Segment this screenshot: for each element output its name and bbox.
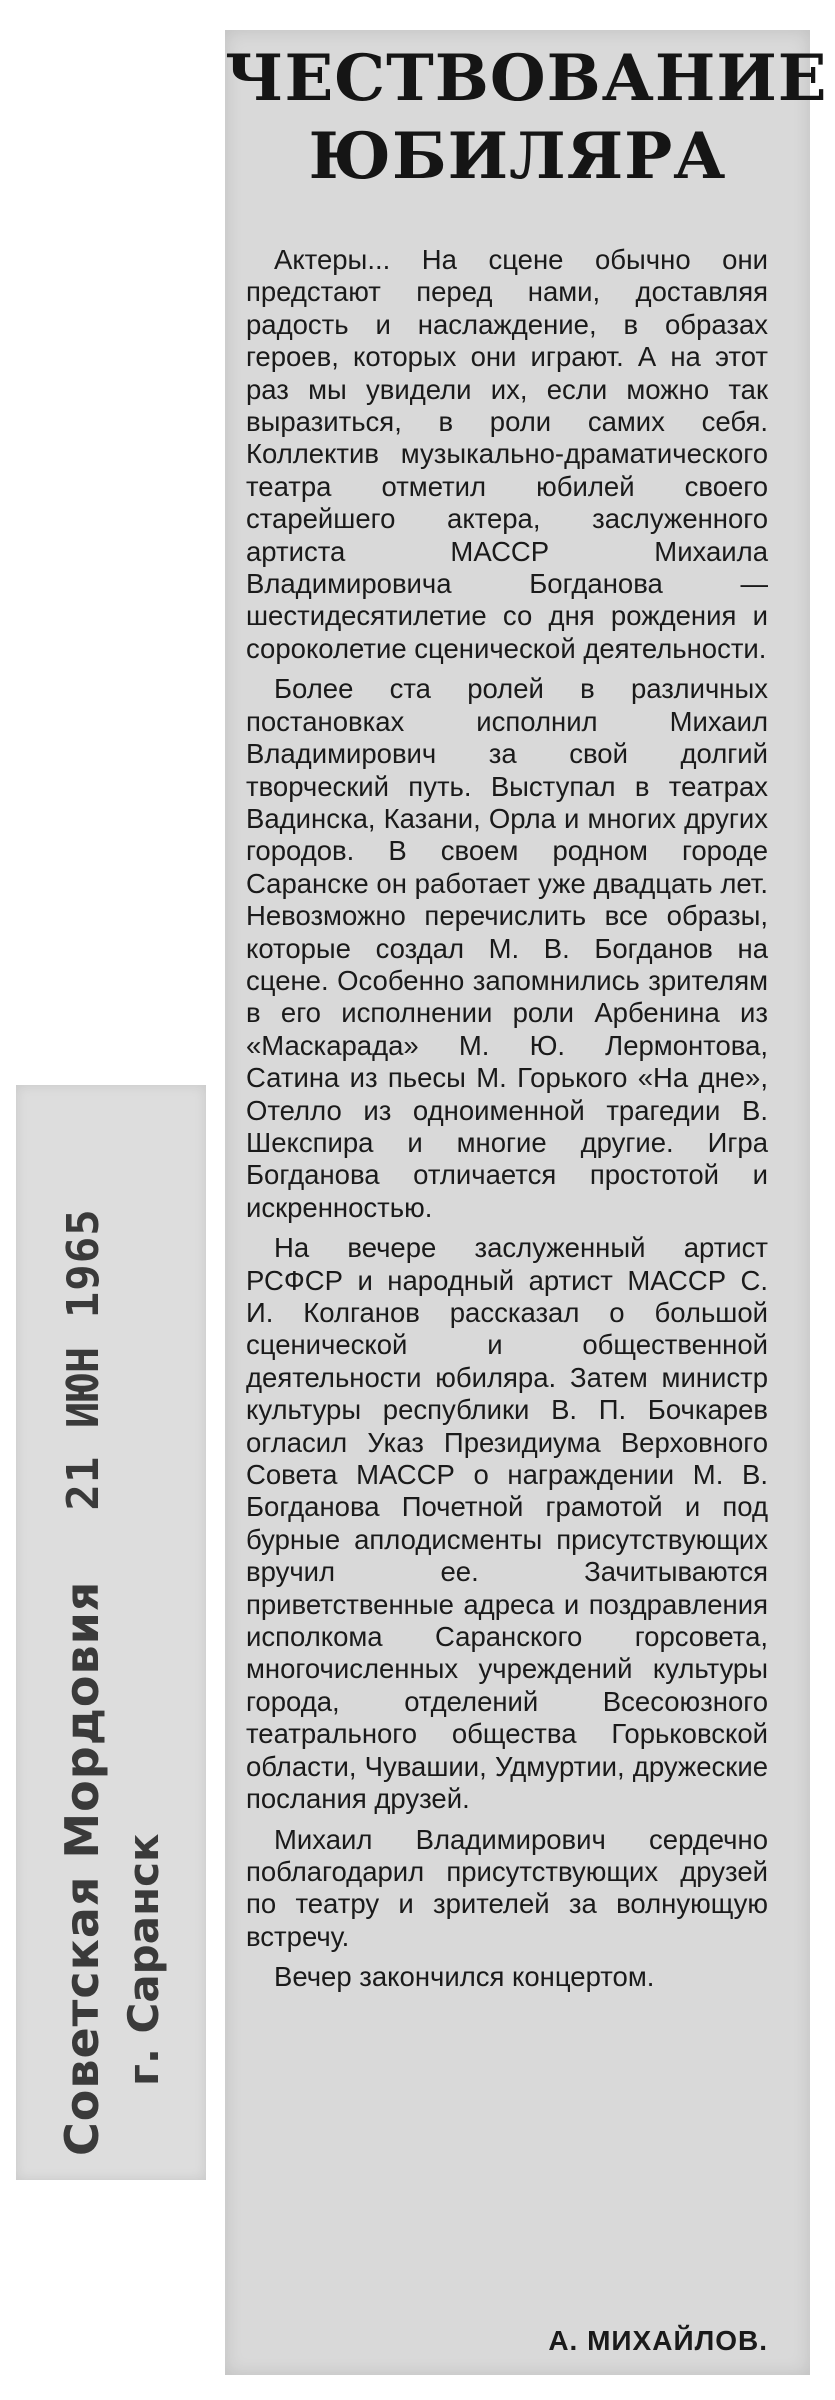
headline-line-1: ЧЕСТВОВАНИЕ: [225, 41, 828, 116]
article-headline: [225, 40, 828, 196]
stamp-date: 21 ИЮН 1965: [57, 1208, 109, 1511]
article-paragraph-3: На вечере заслуженный артист РСФСР и народный артист МАССР С. И. Колганов рассказал о большой сценической и общественной деятельности юбиляра. Затем министр культуры республики В. П. Бочкарев огласил Указ Президиума Верховного Совета МАССР о награждении М. В. Богданова Почетной грамотой и под бурные аплодисменты присутствующих вручил ее. Зачитываются приветственные адреса и поздравления исполкома Саранского горсовета, многочисленных учреждений культуры города, отделений Всесоюзного театрального общества Горьковской области, Чувашии, Удмуртии, дружеские послания друзей.: [246, 1232, 768, 1815]
article-paragraph-1: Актеры... На сцене обычно они предстают перед нами, доставляя радость и наслаждение, в образах героев, которых они играют. А на этот раз мы увидели их, если можно так выразиться, в роли самих себя. Коллектив музыкально-драматического театра отметил юбилей своего старейшего актера, заслуженного артиста МАССР Михаила Владимировича Богданова — шестидесятилетие со дня рождения и сороколетие сценической деятельности.: [246, 244, 768, 664]
article-paragraph-4: Михаил Владимирович сердечно поблагодарил присутствующих друзей по театру и зрителей за волнующую встречу.: [246, 1823, 768, 1952]
stamp-line-1: [55, 1085, 109, 2156]
stamp-text-block: [16, 1085, 206, 2180]
article-signature: А. МИХАЙЛОВ.: [548, 2325, 768, 2356]
newspaper-stamp: [16, 1085, 206, 2180]
stamp-city: г. Саранск: [118, 1833, 168, 2086]
article-paragraph-5: Вечер закончился концертом.: [274, 1961, 655, 1993]
stamp-newspaper-name: Советская Мордовия: [54, 1580, 109, 2156]
article-paragraph-2: Более ста ролей в различных постановках исполнил Михаил Владимирович за свой долгий творческий путь. Выступал в театрах Вадинска, Казани, Орла и многих других городов. В своем родном городе Саранске он работает уже двадцать лет. Невозможно перечислить все образы, которые создал М. В. Богданов на сцене. Особенно запомнились зрителям в его исполнении роли Арбенина из «Маскарада» М. Ю. Лермонтова, Сатина из пьесы М. Горького «На дне», Отелло из одноименной трагедии В. Шекспира и многие другие. Игра Богданова отличается простотой и искренностью.: [246, 673, 768, 1223]
article-body: [246, 244, 768, 2002]
headline-line-2: ЮБИЛЯРА: [308, 119, 727, 194]
